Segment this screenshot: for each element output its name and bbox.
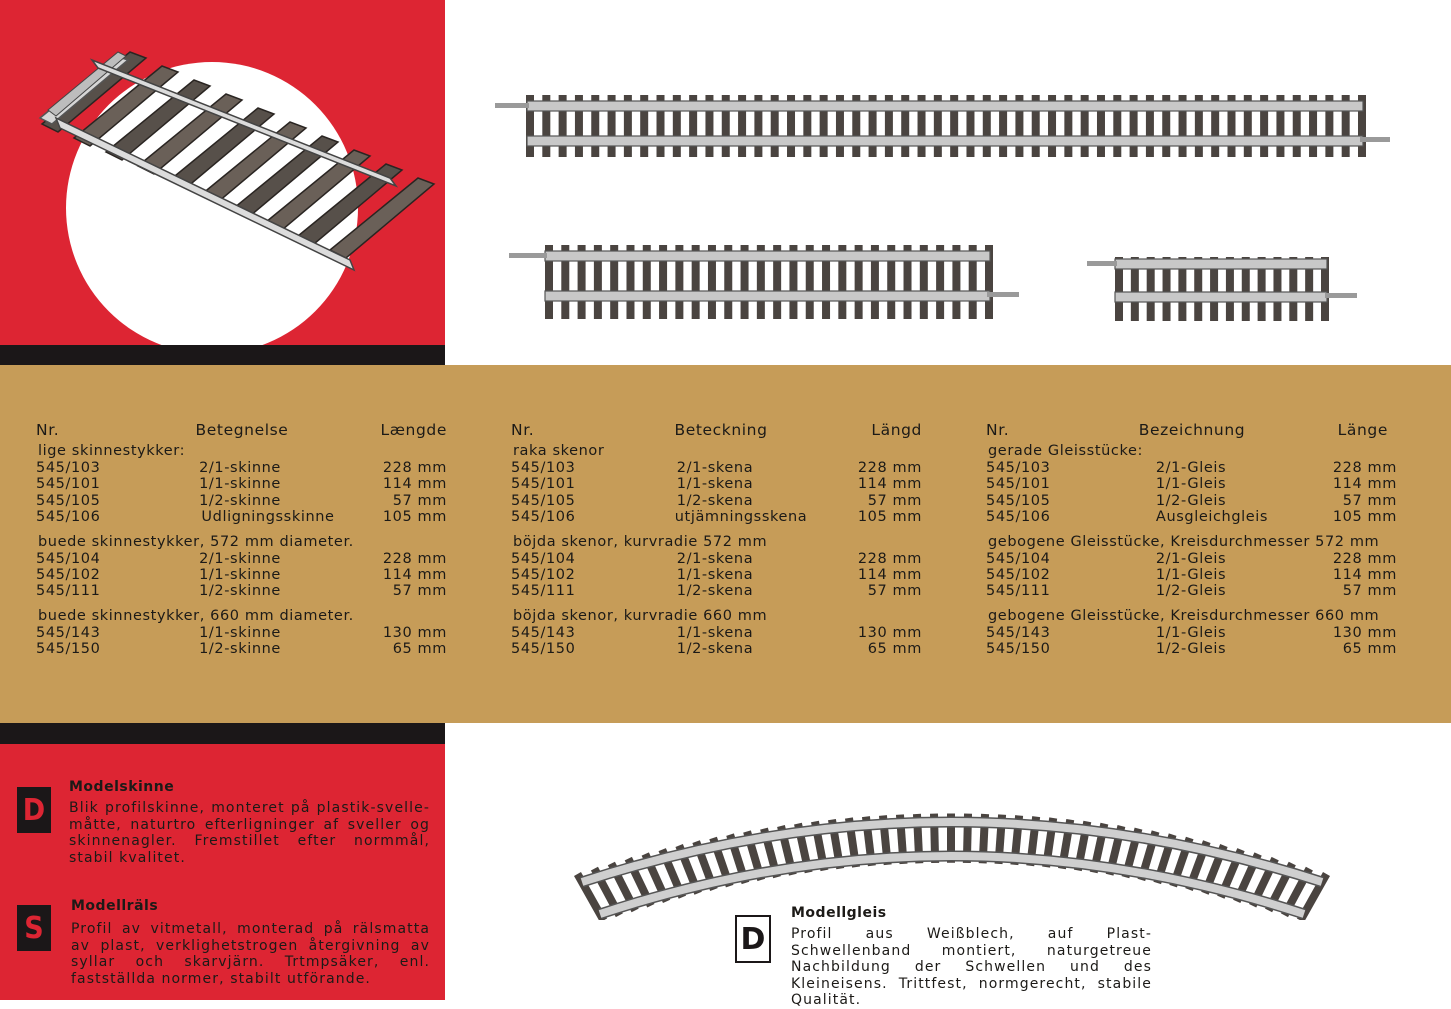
group-title bbox=[511, 534, 922, 551]
row-nr: 545/143 bbox=[511, 624, 576, 641]
row-length: 114 mm bbox=[382, 476, 447, 493]
group-title bbox=[511, 608, 922, 625]
track-closeup-illustration bbox=[0, 0, 445, 345]
table-row bbox=[36, 567, 447, 583]
row-name: 2/1-skinne bbox=[199, 460, 281, 476]
row-nr: 545/102 bbox=[986, 566, 1051, 583]
row-nr: 545/106 bbox=[36, 509, 101, 526]
row-name: 2/1-skinne bbox=[199, 550, 281, 567]
curved-track bbox=[560, 790, 1340, 920]
row-length: 130 mm bbox=[1332, 624, 1397, 641]
group-title-text: buede skinnestykker, 660 mm diameter. bbox=[38, 607, 354, 624]
danish-description: Blik profilskinne, monteret på plastik-svelle-måtte, naturtro efterligninger af sveller og skinnenagler. Fremstillet efter normmål, stabil kvalitet. bbox=[69, 800, 430, 866]
row-name: 2/1-Gleis bbox=[1155, 460, 1227, 476]
row-length: 114 mm bbox=[857, 566, 922, 583]
table-row bbox=[511, 460, 922, 476]
table-header bbox=[36, 422, 447, 443]
row-length: 228 mm bbox=[857, 550, 922, 567]
german-title: Modellgleis bbox=[791, 905, 887, 921]
row-length: 105 mm bbox=[382, 509, 447, 526]
table-row bbox=[36, 460, 447, 476]
header-name: Bezeichnung bbox=[1138, 421, 1246, 439]
row-name: 1/1-skinne bbox=[199, 566, 281, 583]
table-row bbox=[36, 476, 447, 492]
row-name: 1/2-Gleis bbox=[1155, 641, 1227, 658]
row-nr: 545/103 bbox=[36, 460, 101, 476]
header-nr: Nr. bbox=[511, 421, 535, 439]
group-title-text: gebogene Gleisstücke, Kreisdurchmesser 660 mm bbox=[988, 607, 1380, 624]
table-row bbox=[511, 493, 922, 509]
group-title-text: gebogene Gleisstücke, Kreisdurchmesser 572 mm bbox=[988, 533, 1380, 550]
straight-track-114mm bbox=[507, 242, 1022, 324]
table-header bbox=[511, 422, 922, 443]
row-name: 1/2-skinne bbox=[199, 583, 281, 600]
table-row bbox=[986, 493, 1397, 509]
row-length: 130 mm bbox=[857, 624, 922, 641]
row-nr: 545/111 bbox=[986, 583, 1051, 600]
table-row bbox=[986, 509, 1397, 525]
row-name: 1/1-skinne bbox=[199, 624, 281, 641]
row-length: 57 mm bbox=[1342, 583, 1397, 600]
row-length: 114 mm bbox=[1332, 476, 1397, 493]
group-title-text: lige skinnestykker: bbox=[38, 443, 186, 459]
table-row bbox=[986, 641, 1397, 657]
table-row bbox=[986, 476, 1397, 492]
table-row bbox=[36, 509, 447, 525]
row-nr: 545/111 bbox=[511, 583, 576, 600]
table-swedish bbox=[511, 422, 922, 658]
row-length: 57 mm bbox=[392, 583, 447, 600]
row-nr: 545/150 bbox=[511, 641, 576, 658]
row-name: 1/2-skinne bbox=[199, 641, 281, 658]
group-title bbox=[36, 608, 447, 625]
row-length: 114 mm bbox=[857, 476, 922, 493]
row-nr: 545/103 bbox=[986, 460, 1051, 476]
row-nr: 545/104 bbox=[36, 550, 101, 567]
table-row bbox=[511, 567, 922, 583]
table-row bbox=[986, 625, 1397, 641]
row-name: 1/2-Gleis bbox=[1155, 492, 1227, 509]
header-nr: Nr. bbox=[986, 421, 1010, 439]
row-nr: 545/101 bbox=[36, 476, 101, 493]
row-nr: 545/105 bbox=[986, 492, 1051, 509]
row-nr: 545/150 bbox=[986, 641, 1051, 658]
row-name: 2/1-Gleis bbox=[1155, 550, 1227, 567]
group-title bbox=[986, 534, 1397, 551]
table-danish bbox=[36, 422, 447, 658]
header-length: Längd bbox=[871, 421, 922, 439]
table-german bbox=[986, 422, 1397, 658]
group-title-text: raka skenor bbox=[513, 443, 605, 459]
swedish-badge: S bbox=[17, 905, 51, 951]
row-name: 1/1-skinne bbox=[199, 476, 281, 493]
header-length: Länge bbox=[1337, 421, 1388, 439]
table-row bbox=[986, 583, 1397, 599]
row-name: Udligningsskinne bbox=[201, 509, 335, 526]
group-title bbox=[986, 443, 1397, 460]
row-nr: 545/101 bbox=[986, 476, 1051, 493]
row-length: 228 mm bbox=[1332, 460, 1397, 476]
row-nr: 545/101 bbox=[511, 476, 576, 493]
row-nr: 545/102 bbox=[511, 566, 576, 583]
row-nr: 545/143 bbox=[36, 624, 101, 641]
row-name: 2/1-skena bbox=[676, 460, 754, 476]
german-description: Profil aus Weißblech, auf Plast-Schwellenband montiert, naturgetreue Nachbildung der Schwellen und des Kleineisens. Trittfest, normgerecht, stabile Qualität. bbox=[791, 926, 1152, 1008]
row-nr: 545/102 bbox=[36, 566, 101, 583]
row-name: 1/2-skinne bbox=[199, 492, 281, 509]
group-title bbox=[36, 534, 447, 551]
table-row bbox=[36, 641, 447, 657]
row-nr: 545/103 bbox=[511, 460, 576, 476]
bottom-black-band bbox=[0, 723, 445, 744]
table-row bbox=[986, 551, 1397, 567]
group-title bbox=[986, 608, 1397, 625]
group-title-text: böjda skenor, kurvradie 660 mm bbox=[513, 607, 768, 624]
row-nr: 545/150 bbox=[36, 641, 101, 658]
table-header bbox=[986, 422, 1397, 443]
row-length: 228 mm bbox=[382, 460, 447, 476]
row-name: 1/1-skena bbox=[676, 476, 754, 493]
row-length: 228 mm bbox=[857, 460, 922, 476]
row-length: 105 mm bbox=[857, 509, 922, 526]
table-row bbox=[36, 583, 447, 599]
danish-badge: D bbox=[17, 787, 51, 833]
row-name: 2/1-skena bbox=[676, 550, 754, 567]
row-length: 57 mm bbox=[1342, 492, 1397, 509]
row-nr: 545/104 bbox=[986, 550, 1051, 567]
row-length: 65 mm bbox=[1342, 641, 1397, 658]
table-row bbox=[36, 625, 447, 641]
row-nr: 545/106 bbox=[511, 509, 576, 526]
table-row bbox=[36, 493, 447, 509]
group-title bbox=[511, 443, 922, 460]
row-name: 1/1-skena bbox=[676, 566, 754, 583]
group-title-text: buede skinnestykker, 572 mm diameter. bbox=[38, 533, 354, 550]
row-name: 1/1-Gleis bbox=[1155, 476, 1227, 493]
row-name: 1/1-Gleis bbox=[1155, 566, 1227, 583]
row-nr: 545/106 bbox=[986, 509, 1051, 526]
row-length: 114 mm bbox=[1332, 566, 1397, 583]
row-nr: 545/105 bbox=[36, 492, 101, 509]
row-name: 1/2-skena bbox=[676, 492, 754, 509]
group-title-text: böjda skenor, kurvradie 572 mm bbox=[513, 533, 768, 550]
table-row bbox=[511, 583, 922, 599]
row-nr: 545/143 bbox=[986, 624, 1051, 641]
row-name: 1/2-skena bbox=[676, 641, 754, 658]
table-row bbox=[511, 476, 922, 492]
row-name: 1/1-skena bbox=[676, 624, 754, 641]
row-name: utjämningsskena bbox=[674, 509, 808, 526]
table-row bbox=[36, 551, 447, 567]
row-length: 57 mm bbox=[392, 492, 447, 509]
header-nr: Nr. bbox=[36, 421, 60, 439]
row-nr: 545/111 bbox=[36, 583, 101, 600]
row-name: 1/2-skena bbox=[676, 583, 754, 600]
row-nr: 545/104 bbox=[511, 550, 576, 567]
german-badge: D bbox=[735, 915, 771, 963]
header-name: Betegnelse bbox=[195, 421, 289, 439]
table-row bbox=[511, 641, 922, 657]
table-row bbox=[986, 567, 1397, 583]
table-row bbox=[511, 551, 922, 567]
group-title bbox=[36, 443, 447, 460]
row-length: 57 mm bbox=[867, 492, 922, 509]
straight-track-228mm bbox=[492, 92, 1392, 162]
swedish-title: Modellräls bbox=[71, 898, 159, 914]
row-name: 1/1-Gleis bbox=[1155, 624, 1227, 641]
row-length: 65 mm bbox=[867, 641, 922, 658]
header-name: Beteckning bbox=[674, 421, 768, 439]
table-row bbox=[986, 460, 1397, 476]
straight-track-57mm bbox=[1085, 254, 1365, 326]
swedish-description: Profil av vitmetall, monterad på rälsmatta av plast, verklighetstrogen återgivning av syllar och skarvjärn. Trtmpsäker, enl. fastställda normer, stabilt utförande. bbox=[71, 921, 430, 987]
header-length: Længde bbox=[380, 421, 447, 439]
table-row bbox=[511, 509, 922, 525]
row-length: 57 mm bbox=[867, 583, 922, 600]
row-length: 114 mm bbox=[382, 566, 447, 583]
row-length: 65 mm bbox=[392, 641, 447, 658]
row-length: 130 mm bbox=[382, 624, 447, 641]
table-row bbox=[511, 625, 922, 641]
row-name: 1/2-Gleis bbox=[1155, 583, 1227, 600]
row-name: Ausgleichgleis bbox=[1155, 509, 1269, 526]
row-length: 228 mm bbox=[382, 550, 447, 567]
row-length: 105 mm bbox=[1332, 509, 1397, 526]
row-nr: 545/105 bbox=[511, 492, 576, 509]
group-title-text: gerade Gleisstücke: bbox=[988, 443, 1143, 459]
row-length: 228 mm bbox=[1332, 550, 1397, 567]
danish-title: Modelskinne bbox=[69, 779, 175, 795]
